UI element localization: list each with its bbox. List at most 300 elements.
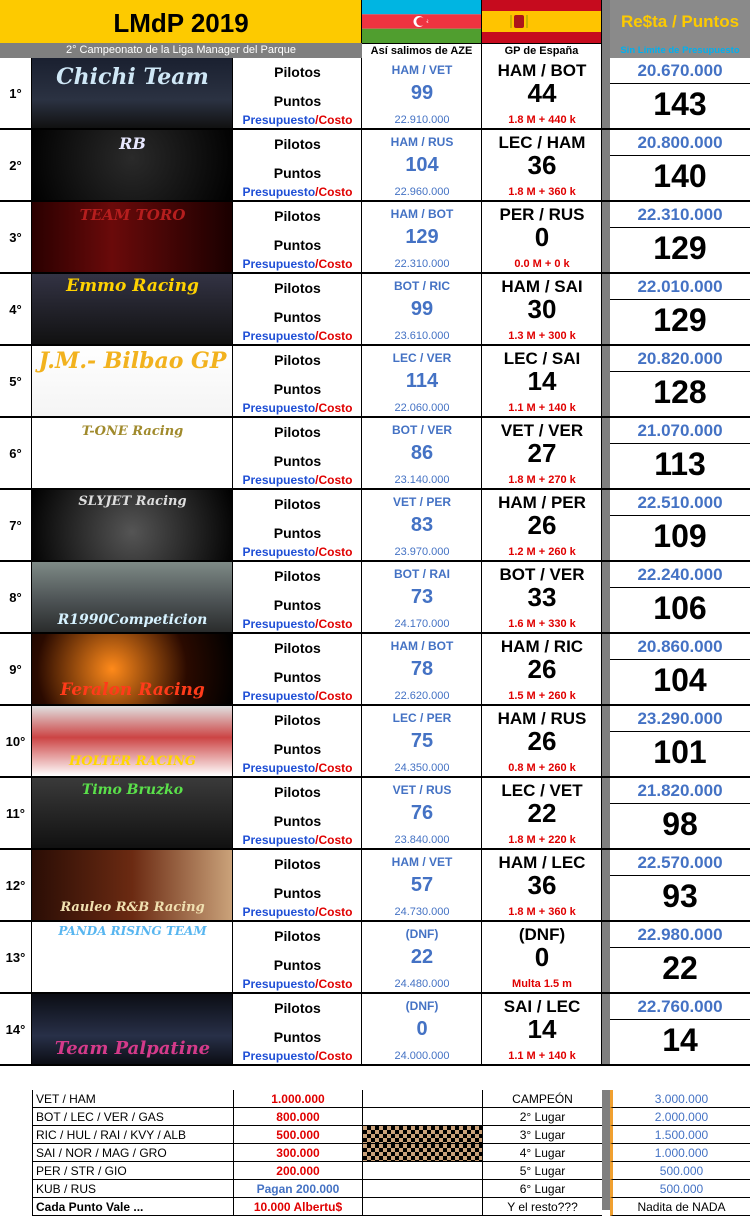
position: 14°: [0, 994, 32, 1064]
total-points: 93: [662, 878, 698, 914]
checker-cell: [362, 1198, 482, 1216]
prize-place: 3° Lugar: [482, 1126, 602, 1144]
esp-cost: 1.5 M + 260 k: [508, 690, 576, 702]
aze-pilots: HAM / VET: [391, 63, 453, 77]
labels-cell: [233, 58, 362, 128]
remaining-budget: 22.980.000: [610, 925, 750, 948]
cost-label: /Costo: [315, 905, 353, 919]
checker-cell: [362, 1180, 482, 1198]
result-cell: [610, 994, 750, 1064]
esp-cell: [482, 778, 602, 848]
esp-header: [482, 0, 602, 58]
budget-label: Presupuesto: [242, 113, 316, 127]
result-cell: [610, 562, 750, 632]
esp-cost: 1.1 M + 140 k: [508, 1050, 576, 1062]
aze-cost: 22.620.000: [394, 690, 450, 702]
pilots-label: Pilotos: [274, 64, 321, 80]
team-logo: [32, 202, 233, 272]
esp-cost: 1.8 M + 270 k: [508, 474, 576, 486]
aze-cell: [362, 274, 482, 344]
esp-cost: 1.8 M + 360 k: [508, 906, 576, 918]
aze-points: 104: [405, 154, 439, 176]
total-points: 104: [653, 662, 707, 698]
budget-cost-label: [233, 329, 362, 343]
pilots-label: Pilotos: [274, 496, 321, 512]
column-separator: [602, 922, 610, 992]
pilots-label: Pilotos: [274, 568, 321, 584]
cost-label: /Costo: [315, 617, 353, 631]
aze-points: 99: [410, 82, 434, 104]
esp-cell: [482, 994, 602, 1064]
budget-cost-label: [233, 761, 362, 775]
aze-cell: [362, 58, 482, 128]
aze-points: 129: [405, 226, 439, 248]
price-drivers: RIC / HUL / RAI / KVY / ALB: [32, 1126, 233, 1144]
result-cell: [610, 706, 750, 776]
remaining-budget: 22.240.000: [610, 565, 750, 588]
aze-points: 75: [410, 730, 434, 752]
aze-cell: [362, 994, 482, 1064]
budget-cost-label: [233, 617, 362, 631]
esp-cost: 1.6 M + 330 k: [508, 618, 576, 630]
cost-label: /Costo: [315, 401, 353, 415]
budget-label: Presupuesto: [242, 1049, 316, 1063]
aze-cost: 23.140.000: [394, 474, 450, 486]
team-name: TEAM TORO: [79, 206, 186, 224]
team-logo: [32, 490, 233, 560]
esp-points: 22: [527, 798, 557, 828]
esp-pilots: HAM / PER: [498, 493, 586, 512]
column-separator: [602, 850, 610, 920]
table-row: [0, 418, 750, 490]
total-points: 128: [653, 374, 707, 410]
labels-cell: [233, 202, 362, 272]
esp-cell: [482, 634, 602, 704]
esp-pilots: HAM / RUS: [497, 709, 587, 728]
budget-label: Presupuesto: [242, 617, 316, 631]
table-row: [0, 922, 750, 994]
esp-cell: [482, 922, 602, 992]
prize-place: 5° Lugar: [482, 1162, 602, 1180]
team-name: Chichi Team: [56, 64, 209, 90]
esp-pilots: HAM / SAI: [501, 277, 583, 296]
aze-cell: [362, 418, 482, 488]
team-name: Team Palpatine: [54, 1038, 211, 1059]
prize-place: 4° Lugar: [482, 1144, 602, 1162]
budget-cost-label: [233, 401, 362, 415]
position: 8°: [0, 562, 32, 632]
team-logo: [32, 58, 233, 128]
checkered-flag-icon: [362, 1144, 482, 1162]
price-value: 500.000: [233, 1126, 362, 1144]
labels-cell: [233, 346, 362, 416]
remaining-budget: 22.310.000: [610, 205, 750, 228]
esp-points: 27: [527, 438, 557, 468]
points-label: Puntos: [273, 381, 322, 397]
column-separator: [602, 994, 610, 1064]
aze-points: 78: [410, 658, 434, 680]
team-logo: [32, 418, 233, 488]
prize-amount: 500.000: [610, 1180, 750, 1198]
team-logo: [32, 922, 233, 992]
aze-cost: 22.960.000: [394, 186, 450, 198]
position: 10°: [0, 706, 32, 776]
result-cell: [610, 346, 750, 416]
esp-cost: 1.8 M + 360 k: [508, 186, 576, 198]
cost-label: /Costo: [315, 1049, 353, 1063]
result-cell: [610, 922, 750, 992]
aze-cost: 23.840.000: [394, 834, 450, 846]
position: 5°: [0, 346, 32, 416]
budget-label: Presupuesto: [242, 761, 316, 775]
aze-cell: [362, 346, 482, 416]
esp-cell: [482, 706, 602, 776]
result-title: Re$ta / Puntos: [620, 12, 740, 31]
labels-cell: [233, 706, 362, 776]
result-cell: [610, 130, 750, 200]
points-label: Puntos: [273, 525, 322, 541]
total-points: 129: [653, 230, 707, 266]
aze-header: [362, 0, 482, 58]
total-points: 106: [653, 590, 707, 626]
total-points: 113: [654, 446, 706, 482]
aze-cell: [362, 706, 482, 776]
prize-table: [0, 1090, 750, 1214]
column-separator: [602, 346, 610, 416]
prize-amount: 500.000: [610, 1162, 750, 1180]
pilots-label: Pilotos: [274, 208, 321, 224]
position: 2°: [0, 130, 32, 200]
budget-label: Presupuesto: [242, 977, 316, 991]
position: 12°: [0, 850, 32, 920]
prize-place: 2° Lugar: [482, 1108, 602, 1126]
remaining-budget: 20.860.000: [610, 637, 750, 660]
team-logo: [32, 778, 233, 848]
column-separator: [602, 130, 610, 200]
esp-points: 26: [527, 510, 557, 540]
prize-amount: Nadita de NADA: [610, 1198, 750, 1216]
aze-label: Así salimos de AZE: [362, 43, 481, 58]
esp-pilots: (DNF): [518, 925, 566, 944]
team-name: PANDA RISING TEAM: [58, 924, 207, 938]
aze-points: 73: [410, 586, 434, 608]
position: 1°: [0, 58, 32, 128]
esp-label: GP de España: [482, 43, 601, 58]
budget-cost-label: [233, 113, 362, 127]
budget-cost-label: [233, 833, 362, 847]
team-logo: [32, 274, 233, 344]
table-row: [0, 130, 750, 202]
column-separator: [602, 0, 610, 58]
cost-label: /Costo: [315, 185, 353, 199]
esp-cost: 1.2 M + 260 k: [508, 546, 576, 558]
pilots-label: Pilotos: [274, 856, 321, 872]
budget-label: Presupuesto: [242, 545, 316, 559]
team-logo: [32, 706, 233, 776]
pilots-label: Pilotos: [274, 784, 321, 800]
points-label: Puntos: [273, 237, 322, 253]
table-row: [0, 346, 750, 418]
team-name: T-ONE Racing: [81, 424, 184, 439]
budget-cost-label: [233, 977, 362, 991]
esp-cost: Multa 1.5 m: [512, 978, 572, 990]
points-label: Puntos: [273, 1029, 322, 1045]
points-label: Puntos: [273, 597, 322, 613]
column-separator: [602, 1090, 610, 1210]
budget-cost-label: [233, 185, 362, 199]
budget-label: Presupuesto: [242, 185, 316, 199]
esp-pilots: HAM / RIC: [500, 637, 584, 656]
column-separator: [602, 706, 610, 776]
esp-pilots: HAM / BOT: [497, 61, 587, 80]
team-logo: [32, 346, 233, 416]
aze-cost: 24.170.000: [394, 618, 450, 630]
remaining-budget: 20.800.000: [610, 133, 750, 156]
column-separator: [602, 202, 610, 272]
team-logo: [32, 850, 233, 920]
budget-label: Presupuesto: [242, 689, 316, 703]
cost-label: /Costo: [315, 257, 353, 271]
aze-points: 76: [410, 802, 434, 824]
esp-points: 26: [527, 654, 557, 684]
price-drivers: KUB / RUS: [32, 1180, 233, 1198]
team-name: Rauleo R&B Racing: [60, 900, 205, 915]
aze-pilots: LEC / VER: [392, 351, 452, 365]
position: 3°: [0, 202, 32, 272]
table-row: [0, 778, 750, 850]
result-cell: [610, 202, 750, 272]
esp-cell: [482, 202, 602, 272]
position: 7°: [0, 490, 32, 560]
table-row: [0, 994, 750, 1066]
cost-label: /Costo: [315, 689, 353, 703]
aze-pilots: HAM / BOT: [390, 207, 454, 221]
aze-points: 22: [410, 946, 434, 968]
pilots-label: Pilotos: [274, 928, 321, 944]
table-row: [0, 274, 750, 346]
aze-cell: [362, 634, 482, 704]
prize-amount: 3.000.000: [610, 1090, 750, 1108]
points-label: Puntos: [273, 453, 322, 469]
budget-label: Presupuesto: [242, 329, 316, 343]
result-cell: [610, 850, 750, 920]
aze-points: 0: [416, 1018, 428, 1040]
budget-label: Presupuesto: [242, 833, 316, 847]
esp-cell: [482, 418, 602, 488]
points-label: Puntos: [273, 165, 322, 181]
cost-label: /Costo: [315, 977, 353, 991]
esp-points: 30: [527, 294, 557, 324]
esp-cost: 1.8 M + 440 k: [508, 114, 576, 126]
esp-pilots: SAI / LEC: [503, 997, 581, 1016]
aze-pilots: HAM / BOT: [390, 639, 454, 653]
labels-cell: [233, 922, 362, 992]
labels-cell: [233, 778, 362, 848]
team-logo: [32, 562, 233, 632]
budget-label: Presupuesto: [242, 473, 316, 487]
esp-cell: [482, 130, 602, 200]
cost-label: /Costo: [315, 329, 353, 343]
labels-cell: [233, 634, 362, 704]
page-title: LMdP 2019: [113, 8, 249, 38]
column-separator: [602, 274, 610, 344]
esp-points: 44: [527, 78, 557, 108]
position: 4°: [0, 274, 32, 344]
aze-points: 83: [410, 514, 434, 536]
result-subtitle: Sin Limite de Presupuesto: [620, 45, 740, 56]
points-label: Puntos: [273, 669, 322, 685]
table-row: [0, 706, 750, 778]
remaining-budget: 21.820.000: [610, 781, 750, 804]
aze-cell: [362, 778, 482, 848]
position: 11°: [0, 778, 32, 848]
prize-amount: 1.000.000: [610, 1144, 750, 1162]
labels-cell: [233, 994, 362, 1064]
result-cell: [610, 778, 750, 848]
esp-pilots: VET / VER: [500, 421, 584, 440]
aze-pilots: VET / RUS: [392, 783, 452, 797]
header: [0, 0, 750, 58]
checker-cell: [362, 1090, 482, 1108]
budget-cost-label: [233, 905, 362, 919]
remaining-budget: 22.760.000: [610, 997, 750, 1020]
price-drivers: PER / STR / GIO: [32, 1162, 233, 1180]
aze-cost: 24.000.000: [394, 1050, 450, 1062]
team-logo: [32, 994, 233, 1064]
position: 9°: [0, 634, 32, 704]
checkered-flag-icon: [362, 1126, 482, 1144]
aze-pilots: (DNF): [405, 927, 439, 941]
aze-cell: [362, 850, 482, 920]
result-cell: [610, 58, 750, 128]
esp-cell: [482, 58, 602, 128]
esp-cost: 0.8 M + 260 k: [508, 762, 576, 774]
esp-points: 14: [527, 366, 557, 396]
esp-points: 0: [534, 222, 550, 252]
price-value: 10.000 Albertu$: [233, 1198, 362, 1216]
aze-cell: [362, 922, 482, 992]
esp-cell: [482, 562, 602, 632]
checker-cell: [362, 1162, 482, 1180]
position: 6°: [0, 418, 32, 488]
esp-points: 36: [527, 150, 557, 180]
budget-label: Presupuesto: [242, 257, 316, 271]
budget-cost-label: [233, 545, 362, 559]
table-row: [0, 850, 750, 922]
pilots-label: Pilotos: [274, 280, 321, 296]
esp-points: 26: [527, 726, 557, 756]
esp-cost: 1.3 M + 300 k: [508, 330, 576, 342]
title-cell: [0, 0, 362, 58]
aze-pilots: LEC / PER: [392, 711, 452, 725]
prize-amount: 1.500.000: [610, 1126, 750, 1144]
aze-pilots: BOT / RIC: [394, 279, 450, 293]
aze-cost: 23.610.000: [394, 330, 450, 342]
table-row: [0, 562, 750, 634]
esp-pilots: HAM / LEC: [498, 853, 586, 872]
pilots-label: Pilotos: [274, 136, 321, 152]
budget-label: Presupuesto: [242, 905, 316, 919]
total-points: 14: [662, 1022, 698, 1058]
price-drivers: Cada Punto Vale ...: [32, 1198, 233, 1216]
cost-label: /Costo: [315, 545, 353, 559]
esp-cost: 1.1 M + 140 k: [508, 402, 576, 414]
aze-points: 114: [405, 370, 439, 392]
result-header: [610, 0, 750, 58]
price-drivers: VET / HAM: [32, 1090, 233, 1108]
column-separator: [602, 58, 610, 128]
labels-cell: [233, 562, 362, 632]
prize-amount: 2.000.000: [610, 1108, 750, 1126]
prize-place: 6° Lugar: [482, 1180, 602, 1198]
aze-points: 86: [410, 442, 434, 464]
esp-cell: [482, 490, 602, 560]
aze-cost: 22.060.000: [394, 402, 450, 414]
result-cell: [610, 418, 750, 488]
esp-cell: [482, 346, 602, 416]
cost-label: /Costo: [315, 833, 353, 847]
team-name: SLYJET Racing: [78, 494, 187, 509]
aze-pilots: HAM / VET: [391, 855, 453, 869]
esp-pilots: LEC / SAI: [503, 349, 581, 368]
team-logo: [32, 634, 233, 704]
price-drivers: BOT / LEC / VER / GAS: [32, 1108, 233, 1126]
pilots-label: Pilotos: [274, 712, 321, 728]
result-cell: [610, 274, 750, 344]
position: 13°: [0, 922, 32, 992]
aze-cost: 24.350.000: [394, 762, 450, 774]
esp-cell: [482, 850, 602, 920]
aze-pilots: BOT / VER: [391, 423, 452, 437]
points-label: Puntos: [273, 813, 322, 829]
total-points: 143: [653, 86, 707, 122]
aze-cost: 24.730.000: [394, 906, 450, 918]
table-row: [0, 490, 750, 562]
points-label: Puntos: [273, 957, 322, 973]
esp-points: 0: [534, 942, 550, 972]
total-points: 109: [653, 518, 707, 554]
labels-cell: [233, 418, 362, 488]
points-label: Puntos: [273, 741, 322, 757]
labels-cell: [233, 274, 362, 344]
checker-cell: [362, 1108, 482, 1126]
aze-points: 99: [410, 298, 434, 320]
column-separator: [602, 490, 610, 560]
aze-cost: 22.910.000: [394, 114, 450, 126]
spain-flag-icon: [482, 0, 601, 43]
price-value: Pagan 200.000: [233, 1180, 362, 1198]
table-row: [0, 634, 750, 706]
team-name: J.M.- Bilbao GP: [38, 348, 227, 374]
table-row: [0, 58, 750, 130]
total-points: 129: [653, 302, 707, 338]
team-logo: [32, 130, 233, 200]
remaining-budget: 22.010.000: [610, 277, 750, 300]
page-subtitle: 2° Campeonato de la Liga Manager del Parque: [0, 43, 362, 58]
aze-cost: 23.970.000: [394, 546, 450, 558]
azerbaijan-flag-icon: [362, 0, 481, 43]
points-label: Puntos: [273, 885, 322, 901]
total-points: 98: [662, 806, 698, 842]
labels-cell: [233, 130, 362, 200]
aze-pilots: BOT / RAI: [394, 567, 450, 581]
prize-place: Y el resto???: [482, 1198, 602, 1216]
result-cell: [610, 490, 750, 560]
pilots-label: Pilotos: [274, 1000, 321, 1016]
team-name: Timo Bruzko: [81, 782, 184, 798]
remaining-budget: 20.820.000: [610, 349, 750, 372]
column-separator: [602, 562, 610, 632]
